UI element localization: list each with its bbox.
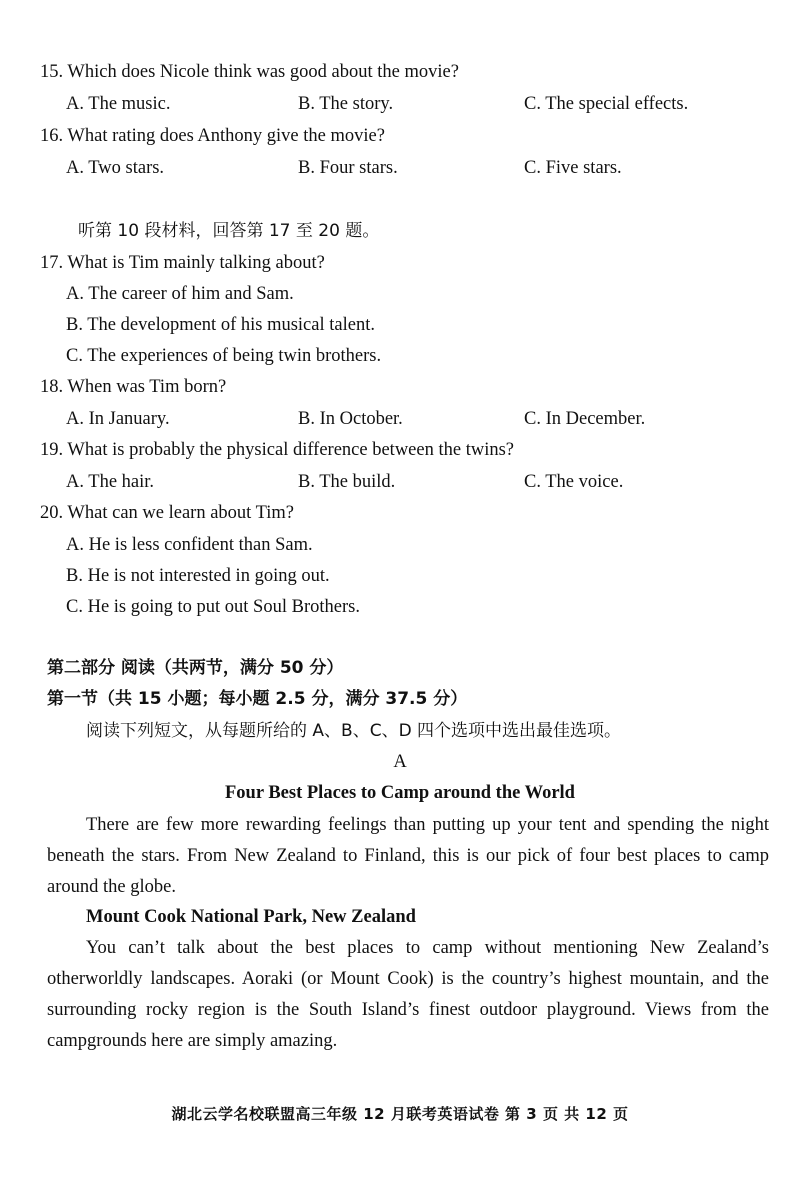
question-20-stem: 20. What can we learn about Tim? xyxy=(40,503,294,523)
question-20-option-a: A. He is less confident than Sam. xyxy=(66,535,313,555)
question-15-option-c: C. The special effects. xyxy=(524,94,689,114)
question-19-option-b: B. The build. xyxy=(298,472,396,492)
question-15-option-b: B. The story. xyxy=(298,94,394,114)
reading-part-title: 第二部分 阅读（共两节，满分 50 分） xyxy=(47,658,344,678)
reading-instruction: 阅读下列短文，从每题所给的 A、B、C、D 四个选项中选出最佳选项。 xyxy=(86,721,622,741)
question-16-stem: 16. What rating does Anthony give the movie? xyxy=(40,126,385,146)
question-20-option-c: C. He is going to put out Soul Brothers. xyxy=(66,597,360,617)
question-19-option-c: C. The voice. xyxy=(524,472,624,492)
passage-subheading: Mount Cook National Park, New Zealand xyxy=(86,907,416,927)
question-17-option-c: C. The experiences of being twin brothers. xyxy=(66,346,382,366)
passage-title: Four Best Places to Camp around the World xyxy=(225,783,575,803)
question-17-stem: 17. What is Tim mainly talking about? xyxy=(40,253,325,273)
question-18-stem: 18. When was Tim born? xyxy=(40,377,227,397)
question-16-option-c: C. Five stars. xyxy=(524,158,622,178)
question-18-option-a: A. In January. xyxy=(66,409,170,429)
question-15-option-a: A. The music. xyxy=(66,94,171,114)
question-17-option-a: A. The career of him and Sam. xyxy=(66,284,294,304)
question-16-option-a: A. Two stars. xyxy=(66,158,165,178)
passage-letter: A xyxy=(393,752,407,772)
question-15-stem: 15. Which does Nicole think was good about the movie? xyxy=(40,62,459,82)
question-20-option-b: B. He is not interested in going out. xyxy=(66,566,330,586)
question-18-option-c: C. In December. xyxy=(524,409,646,429)
question-18-option-b: B. In October. xyxy=(298,409,403,429)
question-19-option-a: A. The hair. xyxy=(66,472,155,492)
passage-paragraph-2-text: You can’t talk about the best places to camp without mentioning New Zealand’s otherworldly landscapes. Aoraki (or Mount Cook) is the country’s highest mountain, and the surrounding rocky region is the South Island’s finest outdoor playground. Views from the campgrounds here are simply amazing. xyxy=(47,938,769,1051)
question-17-option-b: B. The development of his musical talent. xyxy=(66,315,375,335)
question-16-option-b: B. Four stars. xyxy=(298,158,398,178)
passage-intro-text: There are few more rewarding feelings than putting up your tent and spending the night beneath the stars. From New Zealand to Finland, this is our pick of four best places to camp around the globe. xyxy=(47,815,769,897)
page-footer: 湖北云学名校联盟高三年级 12 月联考英语试卷 第 3 页 共 12 页 xyxy=(171,1105,629,1123)
reading-section-title: 第一节（共 15 小题；每小题 2.5 分，满分 37.5 分） xyxy=(47,689,468,709)
passage-intro xyxy=(47,810,769,903)
section-10-instruction: 听第 10 段材料，回答第 17 至 20 题。 xyxy=(78,221,380,241)
question-19-stem: 19. What is probably the physical difference between the twins? xyxy=(40,440,514,460)
passage-paragraph-2 xyxy=(47,933,769,1057)
